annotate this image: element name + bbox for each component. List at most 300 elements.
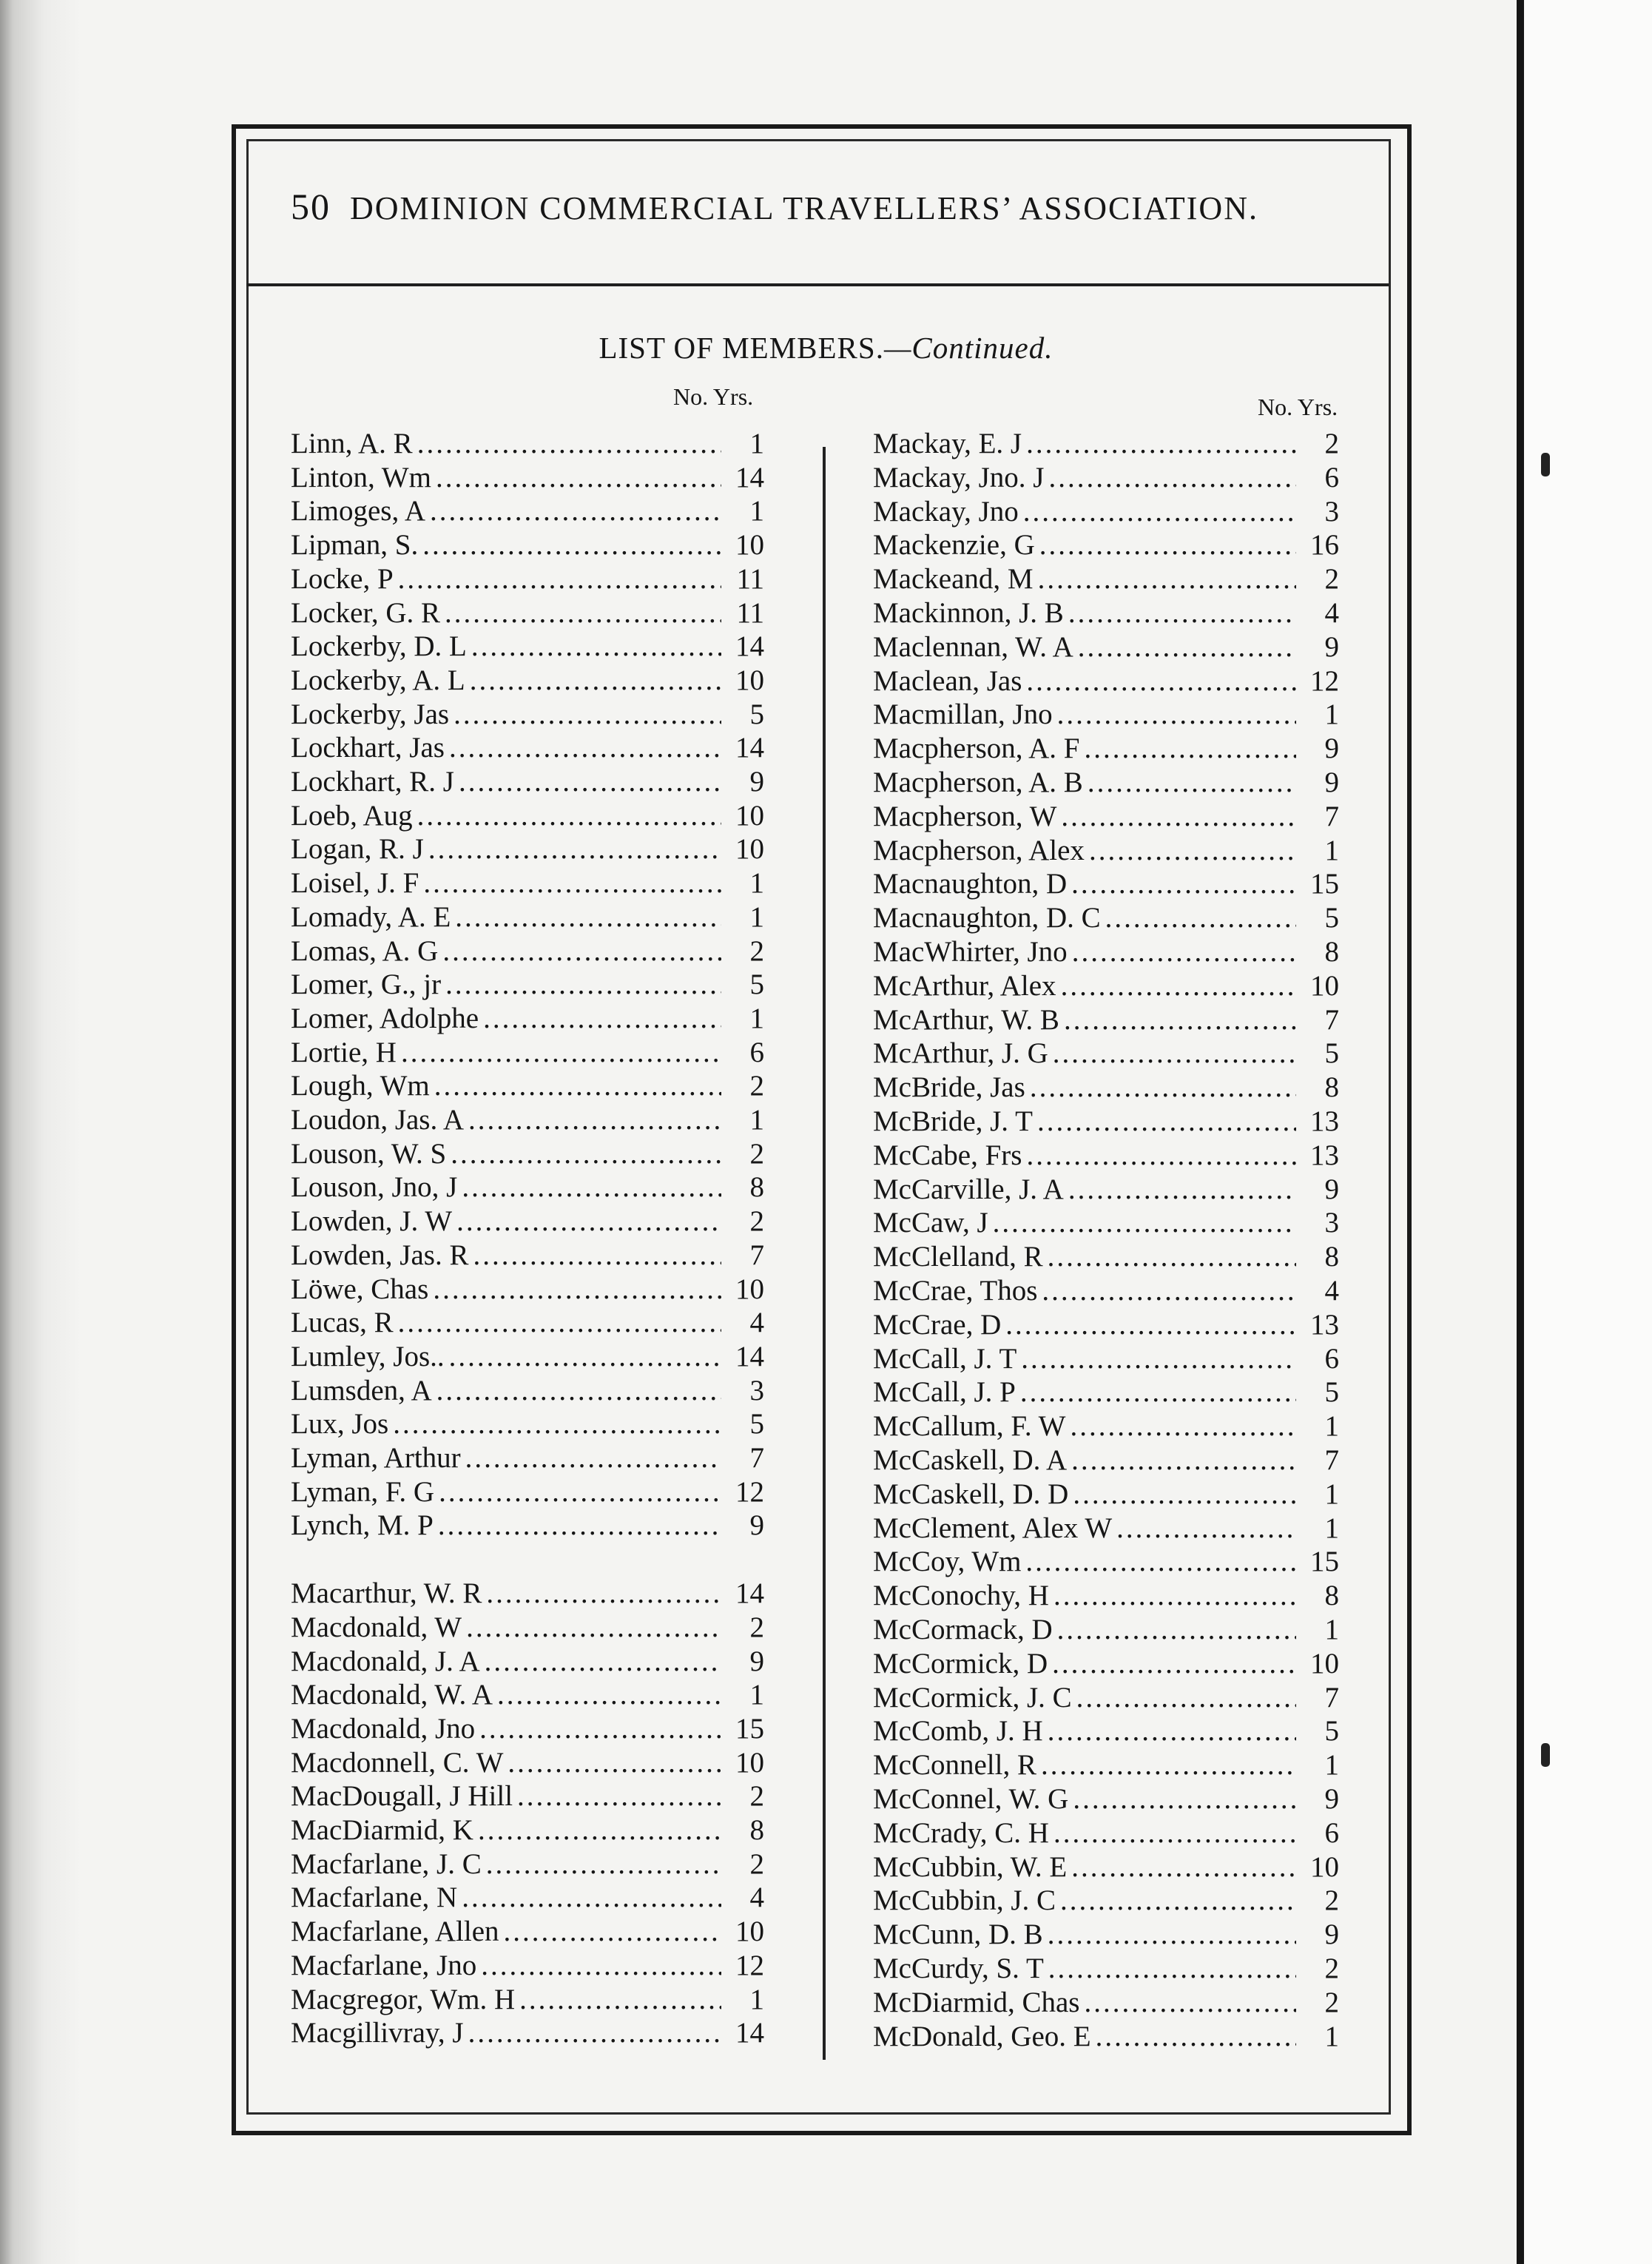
member-entry xyxy=(873,562,1339,596)
dot-leader xyxy=(459,765,721,798)
member-years: 10 xyxy=(735,1273,764,1305)
member-years: 6 xyxy=(749,1036,764,1068)
member-name: Mackay, Jno. J xyxy=(873,461,1045,493)
member-years: 14 xyxy=(735,461,764,493)
dot-leader xyxy=(1048,1952,1296,1985)
member-name: McCubbin, W. E xyxy=(873,1850,1068,1883)
dot-leader xyxy=(1088,766,1296,799)
member-name: McCormick, D xyxy=(873,1647,1048,1680)
dot-leader xyxy=(434,1069,721,1102)
member-years: 15 xyxy=(735,1712,764,1745)
member-name: Lockerby, Jas xyxy=(291,698,450,730)
member-name: McArthur, Alex xyxy=(873,969,1056,1002)
member-years: 10 xyxy=(735,664,764,696)
dot-leader xyxy=(438,1509,721,1542)
member-years: 12 xyxy=(735,1949,764,1981)
member-entry xyxy=(873,1918,1339,1952)
dot-leader xyxy=(481,1949,721,1982)
dot-leader xyxy=(417,427,721,460)
header-rule xyxy=(246,283,1389,286)
member-name: McCormick, J. C xyxy=(873,1681,1072,1714)
dot-leader xyxy=(1057,1613,1296,1646)
member-entry xyxy=(291,1746,764,1780)
dot-leader xyxy=(442,934,721,968)
member-entry xyxy=(291,1577,764,1611)
member-name: Logan, R. J xyxy=(291,833,424,866)
dot-leader xyxy=(1053,1579,1296,1612)
dot-leader xyxy=(1072,935,1296,968)
member-entry xyxy=(873,1037,1339,1071)
member-years: 14 xyxy=(735,630,764,663)
member-name: McBride, Jas xyxy=(873,1071,1025,1104)
member-name: McClement, Alex W xyxy=(873,1512,1113,1544)
member-years: 2 xyxy=(1324,563,1339,596)
member-name: McComb, J. H xyxy=(873,1715,1043,1748)
dot-leader xyxy=(1048,461,1296,494)
member-years: 9 xyxy=(749,1645,764,1677)
member-name: Lumsden, A xyxy=(291,1374,432,1406)
member-years: 10 xyxy=(735,529,764,562)
member-name: Lucas, R xyxy=(291,1307,394,1339)
member-entry xyxy=(291,1915,764,1949)
member-entry xyxy=(873,1748,1339,1782)
member-name: Lyman, F. G xyxy=(291,1475,435,1508)
member-entry xyxy=(291,1611,764,1645)
member-name: Lowden, Jas. R xyxy=(291,1239,469,1271)
member-name: Macdonnell, C. W xyxy=(291,1746,504,1779)
member-name: Lux, Jos xyxy=(291,1408,389,1441)
dot-leader xyxy=(1084,1986,1296,2019)
dot-leader xyxy=(1026,427,1296,460)
running-header xyxy=(291,185,1356,244)
member-years: 2 xyxy=(749,1611,764,1643)
member-entry xyxy=(291,968,764,1002)
member-entry xyxy=(873,1308,1339,1342)
member-years: 7 xyxy=(1324,1444,1339,1476)
member-years: 8 xyxy=(1324,936,1339,968)
member-entry xyxy=(291,528,764,562)
member-name: Loisel, J. F xyxy=(291,867,419,900)
dot-leader xyxy=(497,1678,721,1711)
dot-leader xyxy=(428,832,721,866)
member-years: 3 xyxy=(1324,495,1339,528)
member-years: 10 xyxy=(1310,1850,1339,1883)
member-entry xyxy=(291,1069,764,1103)
member-name: Macnaughton, D. C xyxy=(873,902,1101,934)
member-entry xyxy=(291,1779,764,1813)
member-name: McArthur, W. B xyxy=(873,1003,1059,1036)
member-name: McCarville, J. A xyxy=(873,1173,1064,1205)
member-name: Macpherson, Alex xyxy=(873,834,1085,866)
member-years: 5 xyxy=(749,968,764,1001)
dot-leader xyxy=(1020,1375,1296,1409)
dot-leader xyxy=(417,799,721,832)
member-name: McDiarmid, Chas xyxy=(873,1986,1080,2018)
dot-leader xyxy=(473,1239,721,1272)
dot-leader xyxy=(1041,1748,1296,1782)
dot-leader xyxy=(1061,969,1296,1003)
member-years: 7 xyxy=(1324,800,1339,832)
member-name: McCrady, C. H xyxy=(873,1816,1049,1849)
dot-leader xyxy=(451,1137,721,1170)
member-name: Lortie, H xyxy=(291,1036,397,1068)
member-entry xyxy=(873,1071,1339,1105)
dot-leader xyxy=(1038,562,1296,596)
member-name: McCall, J. P xyxy=(873,1376,1016,1409)
dot-leader xyxy=(468,1103,721,1136)
member-years: 4 xyxy=(749,1881,764,1914)
section-title xyxy=(0,330,1652,365)
member-name: McConnell, R xyxy=(873,1749,1036,1782)
member-entry xyxy=(291,1475,764,1509)
dot-leader xyxy=(1026,664,1296,698)
member-name: McCormack, D xyxy=(873,1614,1053,1645)
member-years: 5 xyxy=(749,698,764,730)
member-entry xyxy=(873,1274,1339,1308)
member-name: McCurdy, S. T xyxy=(873,1953,1044,1984)
member-entry xyxy=(291,1273,764,1307)
member-years: 6 xyxy=(1324,461,1339,493)
dot-leader xyxy=(485,1645,721,1678)
member-entry xyxy=(291,1170,764,1205)
member-name: Mackay, Jno xyxy=(873,495,1019,528)
continued-label: —Continued. xyxy=(883,331,1053,365)
member-years: 2 xyxy=(749,1847,764,1880)
dot-leader xyxy=(1068,596,1296,630)
member-name: McConnel, W. G xyxy=(873,1783,1069,1815)
member-entry xyxy=(291,494,764,528)
member-years: 14 xyxy=(735,1577,764,1610)
member-entry xyxy=(873,1850,1339,1884)
dot-leader xyxy=(508,1746,721,1779)
dot-leader xyxy=(1071,1409,1297,1443)
dot-leader xyxy=(439,1475,721,1509)
member-entry xyxy=(873,596,1339,630)
member-years: 6 xyxy=(1324,1342,1339,1375)
member-name: McDonald, Geo. E xyxy=(873,2020,1091,2052)
member-years: 5 xyxy=(749,1408,764,1441)
member-name: McClelland, R xyxy=(873,1241,1043,1273)
dot-leader xyxy=(433,1273,721,1306)
member-entry xyxy=(291,1205,764,1239)
dot-leader xyxy=(1026,1139,1296,1172)
member-years: 10 xyxy=(735,1746,764,1779)
member-name: Linn, A. R xyxy=(291,428,413,459)
member-years: 1 xyxy=(749,1983,764,2015)
dot-leader xyxy=(1071,867,1296,900)
dot-leader xyxy=(1048,1714,1296,1748)
member-entry xyxy=(873,1240,1339,1274)
member-years: 8 xyxy=(1324,1580,1339,1612)
dot-leader xyxy=(454,698,721,731)
member-name: McCall, J. T xyxy=(873,1342,1017,1375)
member-years: 1 xyxy=(749,867,764,900)
member-entry xyxy=(873,1342,1339,1376)
member-entry xyxy=(291,1239,764,1273)
dot-leader xyxy=(1116,1512,1296,1545)
member-entry xyxy=(873,664,1339,698)
member-name: McConochy, H xyxy=(873,1580,1049,1612)
dot-leader xyxy=(401,1036,721,1069)
member-name: Mackinnon, J. B xyxy=(873,597,1064,629)
member-entry xyxy=(291,934,764,968)
member-entry xyxy=(291,461,764,495)
member-entry xyxy=(291,427,764,461)
dot-leader xyxy=(465,1441,721,1475)
member-years: 14 xyxy=(735,2017,764,2049)
member-years: 8 xyxy=(1324,1071,1339,1104)
member-years: 1 xyxy=(1324,1614,1339,1645)
dot-leader xyxy=(1039,528,1296,562)
member-name: Löwe, Chas xyxy=(291,1273,429,1305)
member-years: 13 xyxy=(1310,1308,1339,1341)
member-entry xyxy=(873,732,1339,766)
member-name: Limoges, A xyxy=(291,495,425,528)
member-years: 4 xyxy=(749,1307,764,1339)
dot-leader xyxy=(1089,834,1296,867)
member-entry xyxy=(291,1407,764,1441)
member-years: 9 xyxy=(1324,1173,1339,1205)
member-name: McCabe, Frs xyxy=(873,1139,1022,1171)
section-title-text: LIST OF MEMBERS. xyxy=(599,331,884,365)
member-years: 1 xyxy=(749,1104,764,1136)
dot-leader xyxy=(1057,698,1296,731)
member-entry xyxy=(873,901,1339,935)
member-years: 5 xyxy=(1324,1715,1339,1748)
dot-leader xyxy=(422,528,721,562)
member-name: Lomer, G., jr xyxy=(291,968,442,1001)
member-entry xyxy=(291,866,764,900)
member-years: 10 xyxy=(1310,969,1339,1002)
member-name: McCaskell, D. D xyxy=(873,1478,1069,1510)
member-name: Louson, Jno, J xyxy=(291,1171,458,1204)
dot-leader xyxy=(486,1847,721,1881)
member-name: Macdonald, J. A xyxy=(291,1645,480,1677)
member-name: McCaskell, D. A xyxy=(873,1444,1068,1476)
member-entry xyxy=(873,766,1339,800)
dot-leader xyxy=(1068,1173,1296,1206)
dot-leader xyxy=(1078,630,1296,664)
member-years: 1 xyxy=(749,1679,764,1711)
dot-leader xyxy=(1071,1443,1296,1477)
member-name: Lockerby, D. L xyxy=(291,630,467,663)
member-years: 10 xyxy=(735,1916,764,1948)
dot-leader xyxy=(1053,1037,1296,1070)
member-years: 2 xyxy=(749,1780,764,1813)
member-name: Lomer, Adolphe xyxy=(291,1002,479,1034)
member-entry xyxy=(291,1813,764,1847)
member-name: Lynch, M. P xyxy=(291,1509,434,1542)
member-years: 2 xyxy=(749,1205,764,1238)
member-name: Mackay, E. J xyxy=(873,428,1022,459)
dot-leader xyxy=(1023,495,1296,528)
dot-leader xyxy=(393,1407,721,1441)
dot-leader xyxy=(436,461,721,494)
dot-leader xyxy=(466,1611,721,1644)
member-years: 2 xyxy=(1324,1884,1339,1917)
dot-leader xyxy=(1076,1681,1296,1714)
member-name: Macgregor, Wm. H xyxy=(291,1983,516,2015)
member-entry xyxy=(291,1881,764,1915)
right-column-heading: No. Yrs. xyxy=(1258,394,1338,420)
member-years: 8 xyxy=(1324,1241,1339,1273)
dot-leader xyxy=(486,1577,721,1610)
member-name: McCubbin, J. C xyxy=(873,1884,1056,1917)
member-entry xyxy=(291,765,764,799)
member-years: 15 xyxy=(1310,1546,1339,1578)
member-entry xyxy=(873,1816,1339,1850)
dot-leader xyxy=(468,2016,721,2049)
dot-leader xyxy=(445,596,721,630)
member-years: 9 xyxy=(749,1509,764,1542)
dot-leader xyxy=(462,1881,721,1914)
member-years: 5 xyxy=(1324,1037,1339,1070)
dot-leader xyxy=(1060,1884,1296,1917)
member-name: Macmillan, Jno xyxy=(873,698,1053,731)
member-entry xyxy=(873,1139,1339,1173)
member-entry xyxy=(291,1137,764,1171)
member-entry xyxy=(873,1478,1339,1512)
dot-leader xyxy=(1071,1850,1296,1884)
member-years: 2 xyxy=(749,1137,764,1170)
member-years: 5 xyxy=(1324,902,1339,934)
member-name: MacWhirter, Jno xyxy=(873,936,1068,968)
member-years: 8 xyxy=(749,1171,764,1204)
member-years: 9 xyxy=(749,766,764,798)
member-name: McCoy, Wm xyxy=(873,1546,1022,1578)
member-entry xyxy=(291,1847,764,1881)
member-entry xyxy=(291,1103,764,1137)
member-years: 1 xyxy=(749,900,764,933)
member-years: 9 xyxy=(1324,732,1339,765)
member-entry xyxy=(873,1952,1339,1986)
member-years: 1 xyxy=(1324,834,1339,866)
member-name: Lowden, J. W xyxy=(291,1205,453,1238)
member-entry xyxy=(873,1375,1339,1409)
dot-leader xyxy=(504,1915,721,1948)
member-entry xyxy=(291,1645,764,1679)
member-years: 5 xyxy=(1324,1376,1339,1409)
member-entry xyxy=(873,1613,1339,1647)
member-name: McCrae, D xyxy=(873,1308,1002,1341)
dot-leader xyxy=(1052,1647,1296,1680)
member-years: 10 xyxy=(735,799,764,832)
dot-leader xyxy=(1021,1342,1296,1375)
member-entry xyxy=(291,832,764,866)
dot-leader xyxy=(470,664,721,697)
dot-leader xyxy=(993,1206,1296,1239)
dot-leader xyxy=(483,1002,721,1035)
member-name: Macdonald, W xyxy=(291,1611,462,1643)
dot-leader xyxy=(1084,732,1296,765)
member-entry xyxy=(873,427,1339,461)
member-years: 12 xyxy=(1310,664,1339,697)
dot-leader xyxy=(1048,1240,1296,1273)
member-years: 15 xyxy=(1310,868,1339,900)
dot-leader xyxy=(1096,2020,1296,2053)
member-entry xyxy=(873,698,1339,732)
member-entry xyxy=(291,1983,764,2017)
member-years: 4 xyxy=(1324,1275,1339,1307)
member-entry xyxy=(291,596,764,630)
member-years: 11 xyxy=(736,596,764,629)
member-entry xyxy=(873,2020,1339,2054)
dot-leader xyxy=(1073,1782,1296,1816)
member-years: 1 xyxy=(1324,1512,1339,1544)
member-entry xyxy=(873,630,1339,664)
member-entry xyxy=(291,698,764,732)
member-name: Lough, Wm xyxy=(291,1070,430,1102)
dot-leader xyxy=(1061,800,1296,833)
member-years: 12 xyxy=(735,1475,764,1508)
dot-leader xyxy=(455,900,721,934)
member-entry xyxy=(291,731,764,765)
member-years: 1 xyxy=(749,495,764,528)
dot-leader xyxy=(462,1170,721,1204)
member-entry xyxy=(873,1681,1339,1715)
member-entry xyxy=(291,1441,764,1475)
dot-leader xyxy=(449,731,721,764)
member-name: Lockhart, R. J xyxy=(291,766,454,798)
member-name: MacDougall, J Hill xyxy=(291,1780,513,1813)
member-entry xyxy=(873,528,1339,562)
member-name: Maclean, Jas xyxy=(873,664,1022,697)
member-years: 1 xyxy=(749,428,764,459)
member-name: Macnaughton, D xyxy=(873,868,1068,900)
member-years: 16 xyxy=(1310,529,1339,562)
member-entry xyxy=(873,1782,1339,1816)
member-years: 3 xyxy=(1324,1207,1339,1239)
member-name: Macfarlane, N xyxy=(291,1881,458,1914)
member-entry xyxy=(291,1036,764,1070)
member-years: 13 xyxy=(1310,1105,1339,1137)
member-entry xyxy=(873,1884,1339,1918)
member-years: 7 xyxy=(749,1239,764,1271)
member-entry xyxy=(291,799,764,833)
member-entry xyxy=(291,1374,764,1408)
dot-leader xyxy=(479,1712,721,1745)
member-years: 11 xyxy=(736,562,764,595)
member-years: 2 xyxy=(749,1070,764,1102)
member-name: Macdonald, W. A xyxy=(291,1679,493,1711)
member-name: Macpherson, A. B xyxy=(873,767,1083,798)
dot-leader xyxy=(1105,901,1296,934)
column-divider xyxy=(823,447,826,2060)
dot-leader xyxy=(1053,1816,1296,1850)
member-name: Loudon, Jas. A xyxy=(291,1104,464,1136)
member-years: 1 xyxy=(749,1002,764,1034)
dot-leader xyxy=(1048,1918,1296,1951)
dot-leader xyxy=(456,1205,721,1238)
member-name: McCrae, Thos xyxy=(873,1275,1038,1307)
dot-leader xyxy=(1037,1105,1296,1138)
dot-leader xyxy=(517,1779,721,1813)
member-entry xyxy=(873,1173,1339,1207)
member-years: 14 xyxy=(735,732,764,764)
member-name: Mackenzie, G xyxy=(873,529,1035,562)
member-entry xyxy=(873,1545,1339,1579)
dot-leader xyxy=(445,968,721,1001)
member-years: 10 xyxy=(1310,1647,1339,1680)
dot-leader xyxy=(1073,1478,1296,1511)
member-entry xyxy=(873,461,1339,495)
member-entry xyxy=(873,1986,1339,2020)
member-entry xyxy=(291,1002,764,1036)
member-years: 1 xyxy=(1324,1478,1339,1510)
member-years: 2 xyxy=(1324,1986,1339,2018)
dot-leader xyxy=(471,630,721,663)
member-years: 3 xyxy=(749,1374,764,1406)
